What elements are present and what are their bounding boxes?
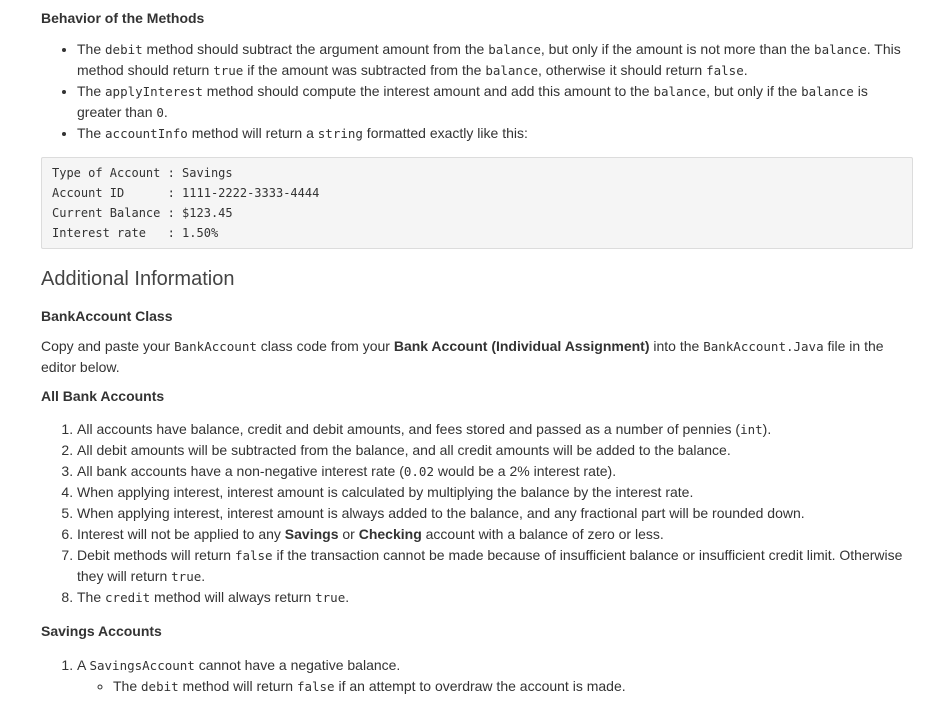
additional-info-heading: Additional Information bbox=[41, 268, 235, 290]
code-line: Type of Account : Savings bbox=[52, 166, 233, 180]
behavior-heading: Behavior of the Methods bbox=[41, 10, 205, 26]
bankaccount-class-paragraph: Copy and paste your BankAccount class code from your Bank Account (Individual Assignment) into the BankAccount.Java file in the editor below. bbox=[41, 338, 884, 375]
code-line: Current Balance : $123.45 bbox=[52, 206, 233, 220]
list-item: 4. When applying interest, interest amount is calculated by multiplying the balance by the interest rate. bbox=[77, 482, 913, 503]
list-item: • The debit method should subtract the argument amount from the balance, but only if the amount is not more than the balance. This method should return true if the amount was subtracted from the balance, otherwise it should return false. bbox=[77, 39, 913, 81]
savings-accounts-heading: Savings Accounts bbox=[41, 623, 162, 639]
code-line: Account ID : 1111-2222-3333-4444 bbox=[52, 186, 320, 200]
list-item: • The accountInfo method will return a string formatted exactly like this: bbox=[77, 123, 913, 144]
list-item: 7. Debit methods will return false if the transaction cannot be made because of insufficient balance or insufficient credit limit. Otherwise they will return true. bbox=[77, 545, 913, 587]
savings-accounts-list bbox=[41, 655, 913, 697]
all-accounts-list bbox=[41, 419, 913, 608]
list-item: ◦ The debit method will return false if an attempt to overdraw the account is made. bbox=[113, 676, 913, 697]
account-info-code-block bbox=[41, 157, 913, 249]
list-item: 6. Interest will not be applied to any Savings or Checking account with a balance of zero or less. bbox=[77, 524, 913, 545]
code-line: Interest rate : 1.50% bbox=[52, 226, 219, 240]
bankaccount-class-heading: BankAccount Class bbox=[41, 308, 173, 324]
behavior-list bbox=[41, 39, 913, 144]
all-accounts-heading: All Bank Accounts bbox=[41, 388, 165, 404]
list-item: 3. All bank accounts have a non-negative interest rate (0.02 would be a 2% interest rate). bbox=[77, 461, 913, 482]
list-item: 1. All accounts have balance, credit and debit amounts, and fees stored and passed as a number of pennies (int). bbox=[77, 419, 913, 440]
savings-sub-list bbox=[77, 676, 913, 697]
list-item: 5. When applying interest, interest amount is always added to the balance, and any fractional part will be rounded down. bbox=[77, 503, 913, 524]
list-item: 2. All debit amounts will be subtracted from the balance, and all credit amounts will be added to the balance. bbox=[77, 440, 913, 461]
list-item: 1. A SavingsAccount cannot have a negative balance. ◦ The debit method will return false if an attempt to overdraw the account is made. bbox=[77, 655, 913, 697]
list-item: • The applyInterest method should compute the interest amount and add this amount to the balance, but only if the balance is greater than 0. bbox=[77, 81, 913, 123]
list-item: 8. The credit method will always return true. bbox=[77, 587, 913, 608]
